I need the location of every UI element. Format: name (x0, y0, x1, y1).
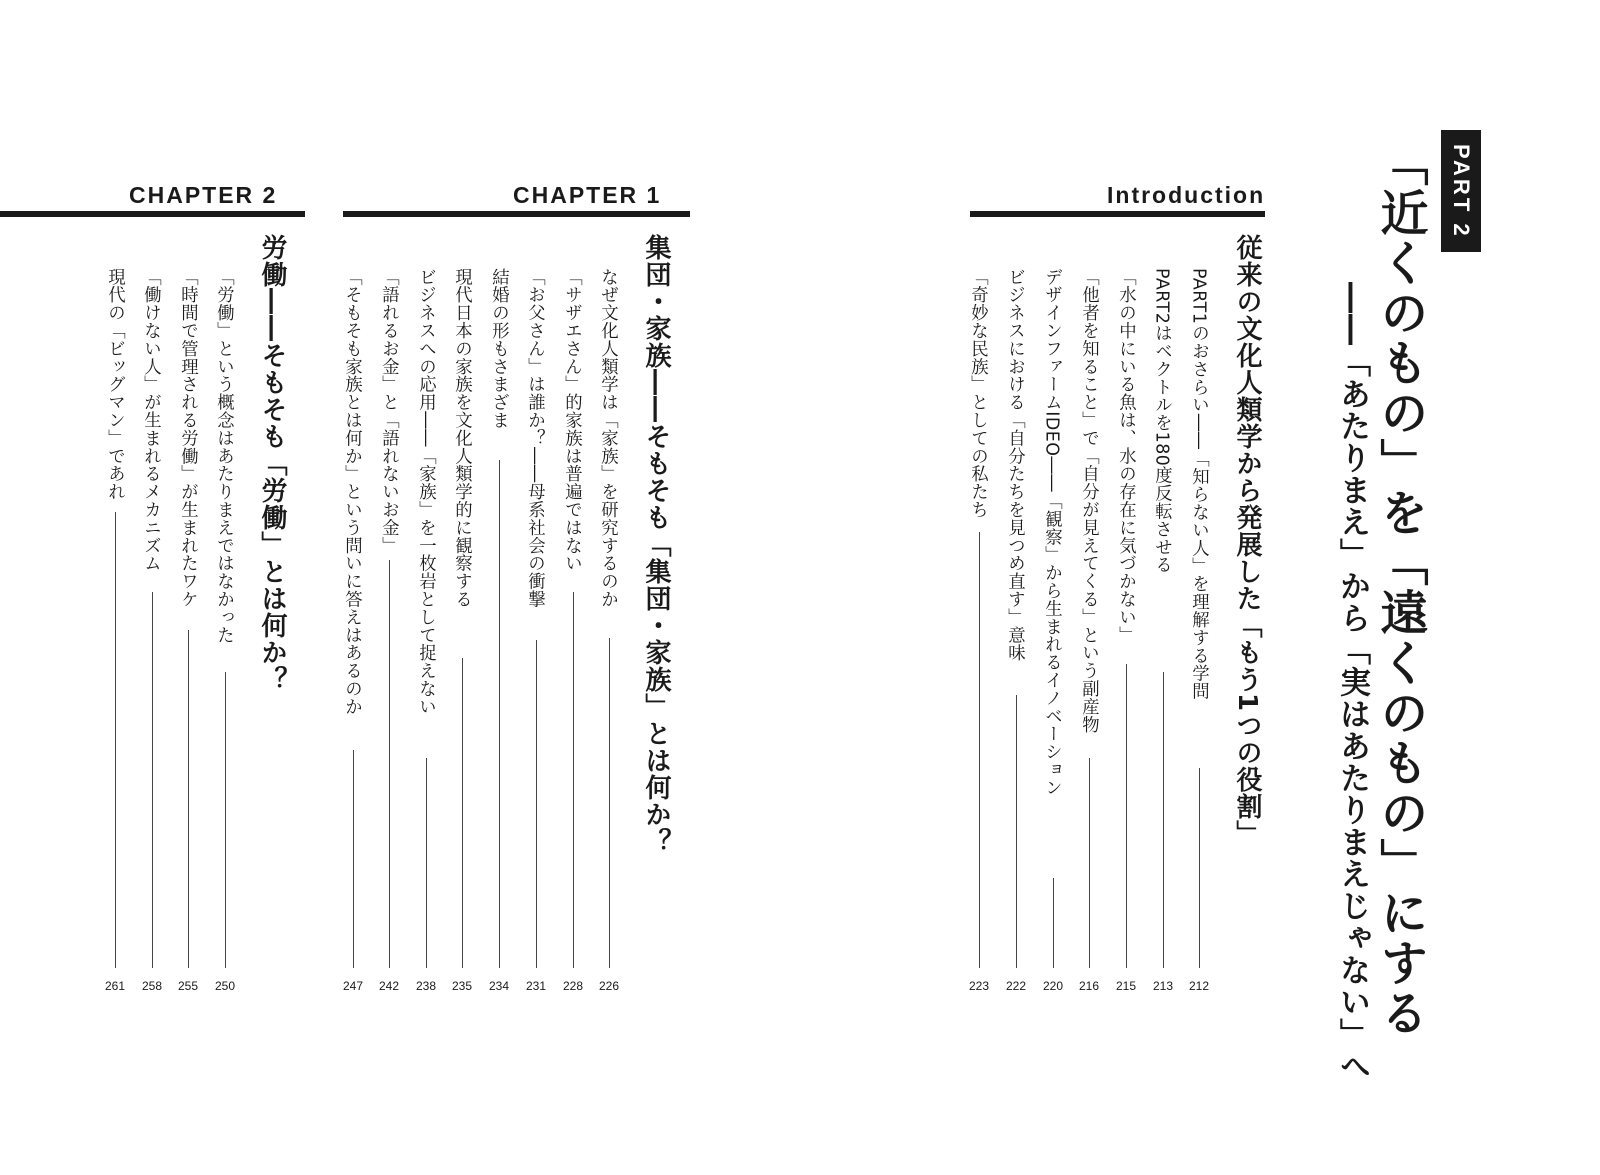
page-number: 242 (378, 979, 400, 993)
leader-line (188, 630, 189, 968)
page-number: 220 (1042, 979, 1064, 993)
toc-entry[interactable]: 「お父さん」は誰か？――母系社会の衝撃 (524, 268, 545, 609)
page-number: 213 (1152, 979, 1174, 993)
page-number: 238 (415, 979, 437, 993)
part-badge (1441, 130, 1481, 252)
leader-line (979, 532, 980, 968)
leader-line (1126, 664, 1127, 968)
part-badge-label: PART 2 (1449, 143, 1474, 239)
toc-entry[interactable]: 「奇妙な民族」としての私たち (967, 268, 988, 519)
page-number: 223 (968, 979, 990, 993)
page-number: 250 (214, 979, 236, 993)
page-number: 226 (598, 979, 620, 993)
leader-line (353, 750, 354, 968)
chapter1-title: 集団・家族――そもそも「集団・家族」とは何か？ (641, 234, 671, 855)
page-number: 255 (177, 979, 199, 993)
toc-entry[interactable]: 現代の「ビッグマン」であれ (104, 268, 125, 501)
toc-entry[interactable]: 結婚の形もさまざま (488, 268, 509, 430)
page-number: 231 (525, 979, 547, 993)
leader-line (115, 512, 116, 968)
toc-entry[interactable]: ビジネスへの応用――「家族」を一枚岩として捉えない (415, 268, 436, 716)
chapter2-rule (0, 211, 305, 217)
leader-line (1199, 768, 1200, 968)
page-number: 235 (451, 979, 473, 993)
toc-entry[interactable]: 「労働」という概念はあたりまえではなかった (213, 268, 234, 644)
page-number: 234 (488, 979, 510, 993)
leader-line (225, 672, 226, 968)
leader-line (499, 460, 500, 968)
toc-entry[interactable]: 「他者を知ること」で「自分が見えてくる」という副産物 (1078, 268, 1099, 734)
toc-entry[interactable]: 「働けない人」が生まれるメカニズム (140, 268, 161, 573)
part-title: 「近くのもの」を「遠くのもの」にする (1372, 138, 1428, 1038)
chapter1-rule (343, 211, 690, 217)
leader-line (1089, 758, 1090, 968)
toc-entry[interactable]: 「時間で管理される労働」が生まれたワケ (177, 268, 198, 609)
toc-entry[interactable]: 「水の中にいる魚は、水の存在に気づかない」 (1115, 268, 1136, 644)
chapter2-title: 労働――そもそも「労働」とは何か？ (257, 234, 287, 693)
toc-entry[interactable]: 「語れるお金」と「語れないお金」 (378, 268, 399, 555)
leader-line (152, 592, 153, 968)
toc-entry[interactable]: 現代日本の家族を文化人類学的に観察する (451, 268, 472, 609)
toc-entry[interactable]: 「そもそも家族とは何か」という問いに答えはあるのか (341, 268, 362, 716)
leader-line (426, 758, 427, 968)
leader-line (1016, 695, 1017, 968)
leader-line (462, 658, 463, 968)
introduction-title: 従来の文化人類学から発展した「もう1つの役割」 (1232, 234, 1262, 848)
toc-entry[interactable]: PART1のおさらい――「知らない人」を理解する学問 (1188, 268, 1209, 701)
toc-entry[interactable]: デザインファームIDEO――「観察」から生まれるイノベーション (1041, 268, 1062, 797)
page-number: 261 (104, 979, 126, 993)
toc-entry[interactable]: なぜ文化人類学は「家族」を研究するのか (597, 268, 618, 609)
page-number: 212 (1188, 979, 1210, 993)
chapter2-label: CHAPTER 2 (129, 182, 278, 208)
page-number: 228 (562, 979, 584, 993)
introduction-label: Introduction (1107, 182, 1266, 208)
leader-line (1053, 878, 1054, 968)
part-subtitle: ――「あたりまえ」から「実はあたりまえじゃない」へ (1334, 282, 1370, 1082)
introduction-rule (970, 211, 1265, 217)
toc-entry[interactable]: PART2はベクトルを180度反転させる (1151, 268, 1172, 574)
page-number: 258 (141, 979, 163, 993)
leader-line (1163, 672, 1164, 968)
leader-line (536, 640, 537, 968)
page-number: 215 (1115, 979, 1137, 993)
page-number: 216 (1078, 979, 1100, 993)
chapter1-label: CHAPTER 1 (513, 182, 662, 208)
toc-entry[interactable]: 「サザエさん」的家族は普遍ではない (561, 268, 582, 573)
page-number: 222 (1005, 979, 1027, 993)
leader-line (609, 638, 610, 968)
leader-line (389, 560, 390, 968)
toc-entry[interactable]: ビジネスにおける「自分たちを見つめ直す」意味 (1004, 268, 1025, 662)
page-number: 247 (342, 979, 364, 993)
leader-line (573, 592, 574, 968)
